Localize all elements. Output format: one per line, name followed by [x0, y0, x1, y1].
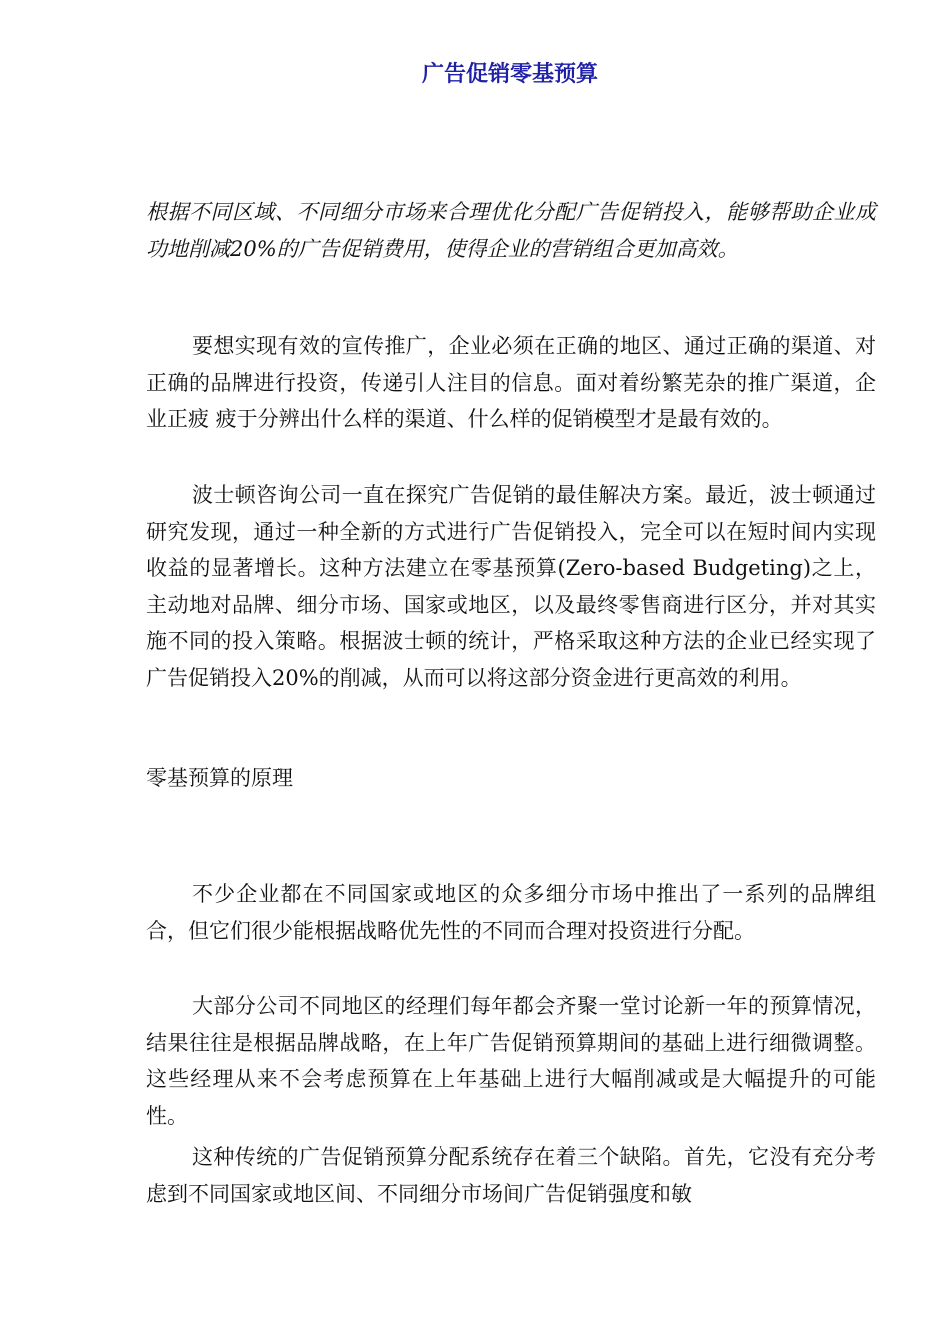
section-paragraph: 这种传统的广告促销预算分配系统存在着三个缺陷。首先，它没有充分考虑到不同国家或地区间、不同细分市场间广告促销强度和敏: [146, 1145, 876, 1206]
body-paragraph: 波士顿咨询公司一直在探究广告促销的最佳解决方案。最近，波士顿通过研究发现，通过一种全新的方式进行广告促销投入，完全可以在短时间内实现收益的显著增长。这种方法建立在零基预算(Zero-based Budgeting)之上，主动地对品牌、细分市场、国家或地区，以及最终零售商进行区分，并对其实施不同的投入策略。根据波士顿的统计，严格采取这种方法的企业已经实现了广告促销投入20%的削减，从而可以将这部分资金进行更高效的利用。: [146, 483, 876, 690]
section-paragraph: 大部分公司不同地区的经理们每年都会齐聚一堂讨论新一年的预算情况，结果往往是根据品牌战略，在上年广告促销预算期间的基础上进行细微调整。这些经理从来不会考虑预算在上年基础上进行大幅削减或是大幅提升的可能性。: [146, 994, 876, 1128]
section-heading: 零基预算的原理: [146, 766, 293, 790]
body-paragraph: 要想实现有效的宣传推广，企业必须在正确的地区、通过正确的渠道、对正确的品牌进行投资，传递引人注目的信息。面对着纷繁芜杂的推广渠道，企业正疲 疲于分辨出什么样的渠道、什么样的促销模型才是最有效的。: [146, 334, 876, 431]
lead-paragraph: 根据不同区域、不同细分市场来合理优化分配广告促销投入，能够帮助企业成功地削减20%的广告促销费用，使得企业的营销组合更加高效。: [146, 200, 876, 261]
section-paragraph: 不少企业都在不同国家或地区的众多细分市场中推出了一系列的品牌组合，但它们很少能根据战略优先性的不同而合理对投资进行分配。: [146, 882, 876, 943]
document-title: 广告促销零基预算: [421, 62, 598, 87]
